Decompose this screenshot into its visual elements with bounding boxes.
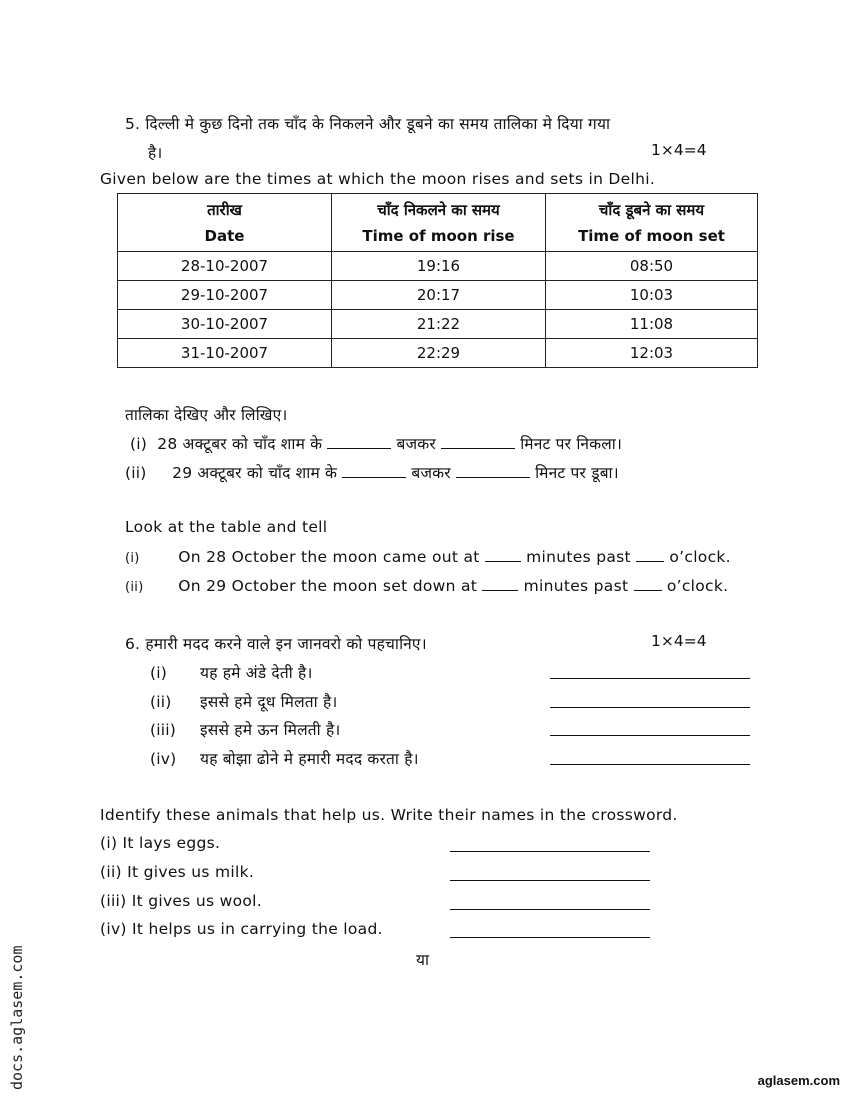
header-set-en: Time of moon set [578, 226, 725, 245]
answer-blank[interactable] [482, 576, 518, 591]
q6-hindi-item-2 [150, 690, 338, 712]
q5-english-item-2 [125, 576, 728, 595]
header-rise-hi: चाँद निकलने का समय [377, 200, 500, 219]
item-number: (i) [150, 664, 168, 682]
cell-rise: 20:17 [332, 281, 546, 310]
item-text: minutes past [526, 548, 631, 566]
cell-date: 31-10-2007 [118, 339, 332, 368]
answer-blank[interactable] [342, 463, 406, 478]
item-text: On 28 October the moon came out at [178, 548, 480, 566]
header-date-en: Date [204, 226, 245, 245]
item-number: (ii) [150, 693, 172, 711]
answer-line[interactable] [550, 735, 750, 736]
item-number: (i) [125, 551, 140, 566]
item-text: यह बोझा ढोने मे हमारी मदद करता है। [200, 750, 419, 768]
item-text: बजकर [396, 435, 436, 453]
q6-english-item-4: (iv) It helps us in carrying the load. [100, 920, 383, 938]
answer-line[interactable] [550, 678, 750, 679]
moon-times-table [117, 193, 758, 368]
item-text: यह हमे अंडे देती है। [200, 664, 313, 682]
item-number: (ii) [125, 580, 144, 595]
cell-date: 30-10-2007 [118, 310, 332, 339]
answer-line[interactable] [450, 937, 650, 938]
brand-label: aglasem.com [757, 1073, 840, 1088]
item-text: मिनट पर निकला। [520, 435, 623, 453]
watermark: docs.aglasem.com [8, 945, 26, 1090]
or-label: या [416, 951, 430, 969]
answer-line[interactable] [450, 880, 650, 881]
item-text: On 29 October the moon set down at [178, 577, 478, 595]
header-date-hi: तारीख [207, 200, 242, 219]
cell-set: 10:03 [546, 281, 758, 310]
cell-set: 12:03 [546, 339, 758, 368]
q5-hindi-item-2 [125, 461, 619, 483]
q5-hindi-item-1 [130, 432, 622, 454]
cell-set: 11:08 [546, 310, 758, 339]
answer-blank[interactable] [327, 434, 391, 449]
answer-blank[interactable] [441, 434, 515, 449]
cell-rise: 21:22 [332, 310, 546, 339]
item-number: (i) [130, 435, 148, 453]
item-number: (ii) [125, 464, 147, 482]
q5-hindi-line2: है। [148, 144, 163, 162]
header-moon-set [546, 194, 758, 252]
cell-date: 28-10-2007 [118, 252, 332, 281]
item-text: इससे हमे ऊन मिलती है। [200, 721, 341, 739]
header-rise-en: Time of moon rise [362, 226, 515, 245]
q6-english-item-1: (i) It lays eggs. [100, 834, 221, 852]
item-text: 29 अक्टूबर को चाँद शाम के [172, 464, 338, 482]
item-text: o’clock. [666, 577, 729, 595]
item-text: इससे हमे दूध मिलता है। [200, 693, 338, 711]
cell-date: 29-10-2007 [118, 281, 332, 310]
q6-english-item-3: (iii) It gives us wool. [100, 892, 262, 910]
item-number: (iii) [150, 721, 177, 739]
q5-hindi-prompt: तालिका देखिए और लिखिए। [125, 406, 288, 424]
q6-hindi-heading: 6. हमारी मदद करने वाले इन जानवरो को पहचानिए। [125, 635, 427, 653]
table-row [118, 252, 758, 281]
q6-hindi-item-3 [150, 718, 341, 740]
answer-line[interactable] [450, 909, 650, 910]
item-text: मिनट पर डूबा। [535, 464, 619, 482]
table-header-row [118, 194, 758, 252]
q6-english-item-2: (ii) It gives us milk. [100, 863, 255, 881]
q5-hindi-line1: 5. दिल्ली मे कुछ दिनो तक चाँद के निकलने और डूबने का समय तालिका मे दिया गया [125, 115, 611, 133]
answer-blank[interactable] [636, 547, 664, 562]
header-date [118, 194, 332, 252]
q6-hindi-item-4 [150, 747, 419, 769]
header-set-hi: चाँद डूबने का समय [598, 200, 705, 219]
table-row [118, 281, 758, 310]
item-text: बजकर [411, 464, 451, 482]
answer-blank[interactable] [634, 576, 662, 591]
q6-marks: 1×4=4 [651, 632, 707, 650]
header-moon-rise [332, 194, 546, 252]
item-text: o’clock. [669, 548, 731, 566]
answer-line[interactable] [550, 707, 750, 708]
answer-blank[interactable] [485, 547, 521, 562]
item-text: minutes past [523, 577, 629, 595]
q5-english-prompt: Look at the table and tell [125, 518, 328, 536]
answer-blank[interactable] [456, 463, 530, 478]
item-number: (iv) [150, 750, 177, 768]
item-text: 28 अक्टूबर को चाँद शाम के [157, 435, 323, 453]
q5-english-item-1 [125, 547, 731, 566]
cell-set: 08:50 [546, 252, 758, 281]
answer-line[interactable] [550, 764, 750, 765]
q5-english-intro: Given below are the times at which the moon rises and sets in Delhi. [100, 170, 656, 188]
q6-hindi-item-1 [150, 661, 313, 683]
table-row [118, 339, 758, 368]
table-row [118, 310, 758, 339]
q6-english-heading: Identify these animals that help us. Write their names in the crossword. [100, 806, 678, 824]
answer-line[interactable] [450, 851, 650, 852]
q5-marks: 1×4=4 [651, 141, 707, 159]
cell-rise: 22:29 [332, 339, 546, 368]
cell-rise: 19:16 [332, 252, 546, 281]
